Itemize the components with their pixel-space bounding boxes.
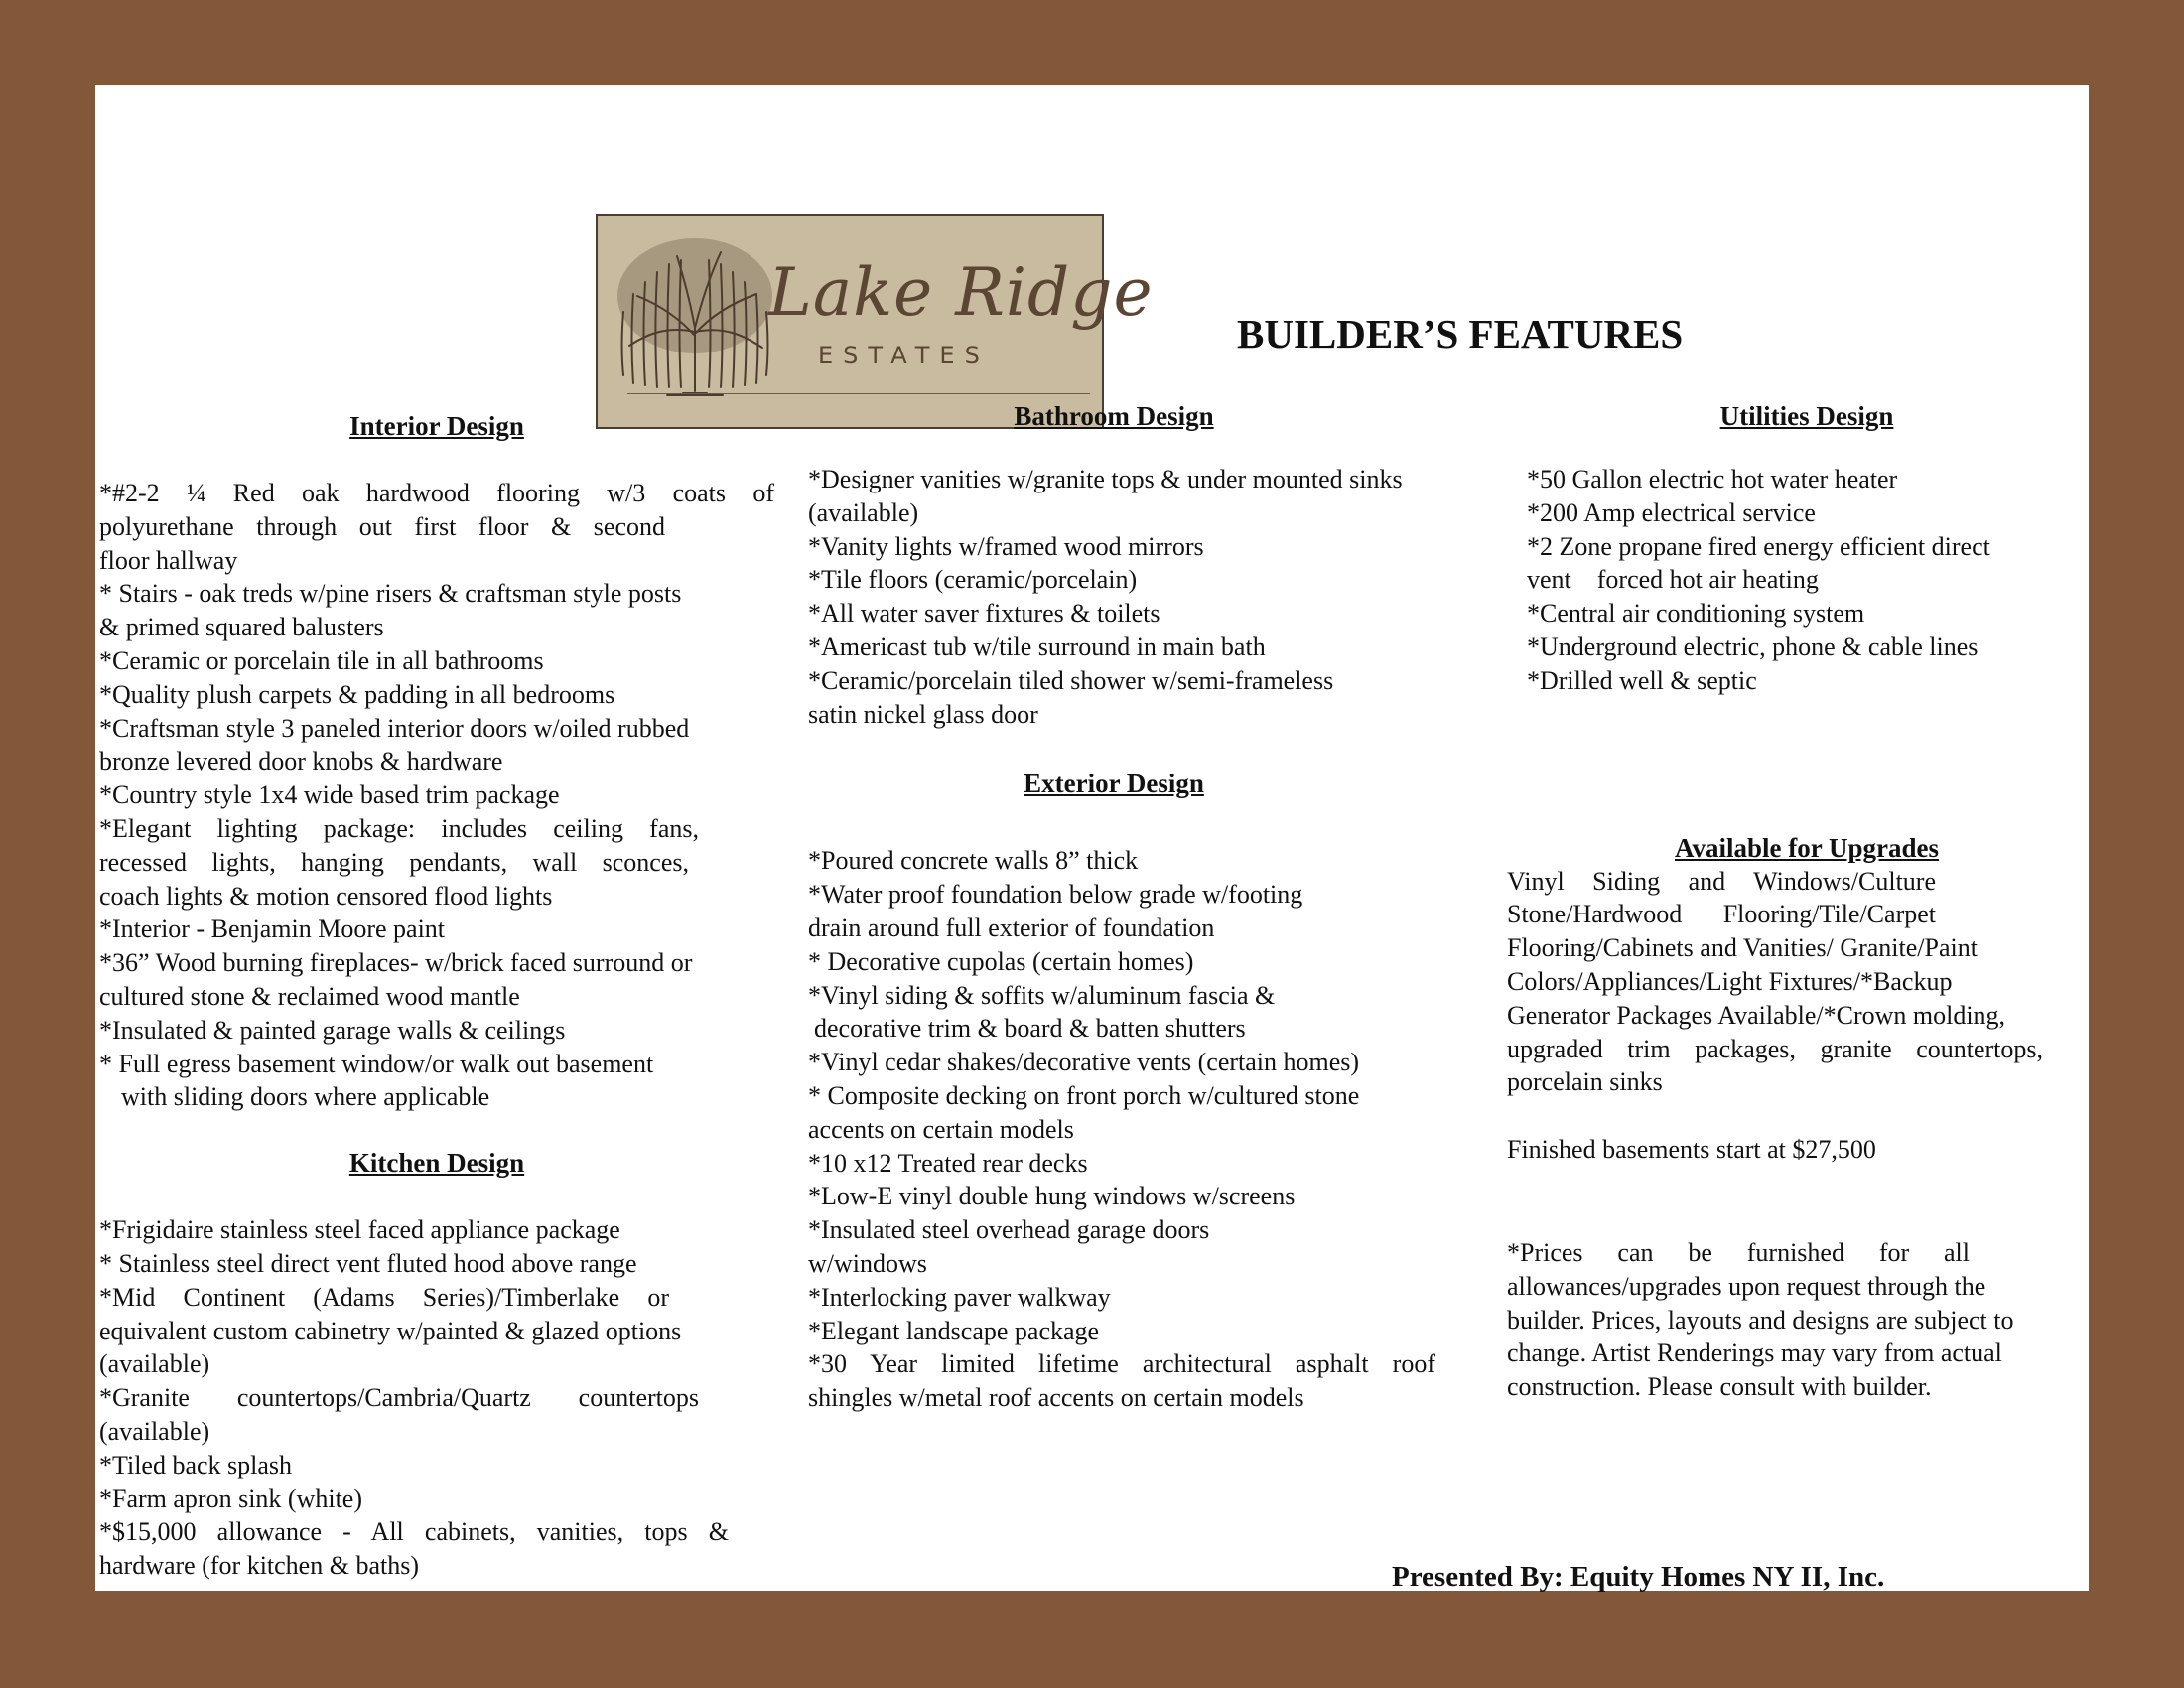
list-item: * Composite decking on front porch w/cultured stone <box>808 1080 1360 1110</box>
right-column <box>1507 399 2093 1404</box>
list-item: *Quality plush carpets & padding in all bedrooms <box>99 679 615 709</box>
middle-column <box>808 399 1473 1415</box>
list-item: *#2-2 ¼ Red oak hardwood flooring w/3 coats of <box>99 479 774 507</box>
page-title: BUILDER’S FEATURES <box>1237 311 1684 356</box>
list-item: *Vanity lights w/framed wood mirrors <box>808 531 1204 561</box>
list-item: polyurethane through out first floor & second <box>99 511 665 541</box>
interior-heading: Interior Design <box>349 411 524 441</box>
list-item: *Tile floors (ceramic/porcelain) <box>808 565 1138 595</box>
bathroom-heading: Bathroom Design <box>1014 401 1214 431</box>
list-item: * Decorative cupolas (certain homes) <box>808 946 1194 976</box>
list-item: upgraded trim packages, granite countertops, <box>1507 1034 2043 1063</box>
prices-note-line: *Prices can be furnished for all <box>1507 1237 1970 1267</box>
list-item: (available) <box>99 1349 210 1379</box>
list-item: *Vinyl siding & soffits w/aluminum fascia & <box>808 980 1276 1010</box>
kitchen-heading: Kitchen Design <box>348 1148 525 1179</box>
list-item: *Frigidaire stainless steel faced appliance package <box>99 1215 620 1245</box>
prices-note-line: builder. Prices, layouts and designs are subject to <box>1507 1305 2014 1335</box>
list-item: *Interlocking paver walkway <box>808 1282 1111 1312</box>
list-item: *Granite countertops/Cambria/Quartz countertops <box>99 1383 699 1413</box>
logo-sub-text: ESTATES <box>818 342 990 369</box>
list-item: *Tiled back splash <box>99 1450 293 1479</box>
list-item: *Low-E vinyl double hung windows w/screens <box>808 1182 1296 1211</box>
list-item: drain around full exterior of foundation <box>808 913 1215 942</box>
list-item: shingles w/metal roof accents on certain models <box>808 1383 1304 1413</box>
left-column <box>99 409 774 1583</box>
list-item: *Country style 1x4 wide based trim package <box>99 780 560 810</box>
list-item: vent forced hot air heating <box>1527 565 1819 595</box>
list-item: *Central air conditioning system <box>1527 599 1865 629</box>
list-item: *$15,000 allowance - All cabinets, vanities, tops & <box>99 1517 729 1547</box>
list-item: *Designer vanities w/granite tops & under mounted sinks <box>808 465 1403 493</box>
list-item: *Poured concrete walls 8” thick <box>808 846 1139 876</box>
list-item: recessed lights, hanging pendants, wall sconces, <box>99 847 689 877</box>
list-item: *Ceramic or porcelain tile in all bathrooms <box>99 645 544 675</box>
list-item: floor hallway <box>99 545 238 575</box>
list-item: *Americast tub w/tile surround in main bath <box>808 632 1266 661</box>
list-item: decorative trim & board & batten shutters <box>814 1014 1246 1044</box>
basements-note: Finished basements start at $27,500 <box>1507 1135 1876 1165</box>
list-item: *36” Wood burning fireplaces- w/brick faced surround or <box>99 948 693 978</box>
list-item: w/windows <box>808 1248 927 1278</box>
list-item: *All water saver fixtures & toilets <box>808 599 1160 629</box>
list-item: (available) <box>808 497 919 527</box>
list-item: cultured stone & reclaimed wood mantle <box>99 981 520 1011</box>
prices-note-line: change. Artist Renderings may vary from actual <box>1507 1338 2002 1368</box>
list-item: *Water proof foundation below grade w/footing <box>808 880 1303 910</box>
logo-script-text: Lake Ridge <box>768 254 1154 331</box>
list-item: *Vinyl cedar shakes/decorative vents (certain homes) <box>808 1048 1360 1077</box>
list-item: bronze levered door knobs & hardware <box>99 747 503 776</box>
list-item: coach lights & motion censored flood lights <box>99 881 553 911</box>
list-item: Stone/Hardwood Flooring/Tile/Carpet <box>1507 900 1936 929</box>
list-item: satin nickel glass door <box>808 699 1038 729</box>
upgrades-heading: Available for Upgrades <box>1675 832 1939 863</box>
list-item: & primed squared balusters <box>99 613 384 642</box>
list-item: *Elegant lighting package: includes ceiling fans, <box>99 813 699 843</box>
prices-note-line: construction. Please consult with builder. <box>1507 1372 1932 1402</box>
list-item: * Stainless steel direct vent fluted hood above range <box>99 1248 637 1278</box>
list-item: *Drilled well & septic <box>1527 665 1757 695</box>
logo-divider <box>627 393 1090 394</box>
list-item: porcelain sinks <box>1507 1067 1663 1097</box>
exterior-heading: Exterior Design <box>1024 769 1204 799</box>
list-item: Vinyl Siding and Windows/Culture <box>1507 866 1936 896</box>
list-item: *2 Zone propane fired energy efficient direct <box>1527 531 1990 561</box>
list-item: *Craftsman style 3 paneled interior doors w/oiled rubbed <box>99 713 690 743</box>
list-item: * Stairs - oak treds w/pine risers & craftsman style posts <box>99 579 682 609</box>
list-item: (available) <box>99 1416 210 1446</box>
prices-note-line: allowances/upgrades upon request through the <box>1507 1271 1986 1301</box>
presented-by: Presented By: Equity Homes NY II, Inc. <box>1392 1561 1885 1593</box>
brochure-page <box>95 85 2089 1591</box>
list-item: *Underground electric, phone & cable lines <box>1527 632 1979 661</box>
list-item: *Insulated steel overhead garage doors <box>808 1215 1210 1245</box>
list-item: equivalent custom cabinetry w/painted & glazed options <box>99 1316 682 1345</box>
list-item: hardware (for kitchen & baths) <box>99 1551 419 1581</box>
list-item: *Farm apron sink (white) <box>99 1483 363 1513</box>
list-item: *Mid Continent (Adams Series)/Timberlake or <box>99 1282 669 1312</box>
list-item: *50 Gallon electric hot water heater <box>1527 465 1898 493</box>
list-item: accents on certain models <box>808 1114 1074 1144</box>
list-item: Generator Packages Available/*Crown molding, <box>1507 1000 2006 1030</box>
list-item: Colors/Appliances/Light Fixtures/*Backup <box>1507 966 1953 996</box>
list-item: *Insulated & painted garage walls & ceilings <box>99 1015 566 1045</box>
list-item: *Elegant landscape package <box>808 1316 1100 1345</box>
list-item: *Interior - Benjamin Moore paint <box>99 914 446 944</box>
utilities-heading: Utilities Design <box>1719 401 1894 431</box>
list-item: *10 x12 Treated rear decks <box>808 1148 1088 1178</box>
list-item: with sliding doors where applicable <box>121 1082 490 1112</box>
list-item: *Ceramic/porcelain tiled shower w/semi-frameless <box>808 665 1334 695</box>
list-item: Flooring/Cabinets and Vanities/ Granite/Paint <box>1507 933 1978 963</box>
list-item: * Full egress basement window/or walk out basement <box>99 1049 654 1078</box>
list-item: *30 Year limited lifetime architectural asphalt roof <box>808 1349 1435 1379</box>
list-item: *200 Amp electrical service <box>1527 497 1816 527</box>
